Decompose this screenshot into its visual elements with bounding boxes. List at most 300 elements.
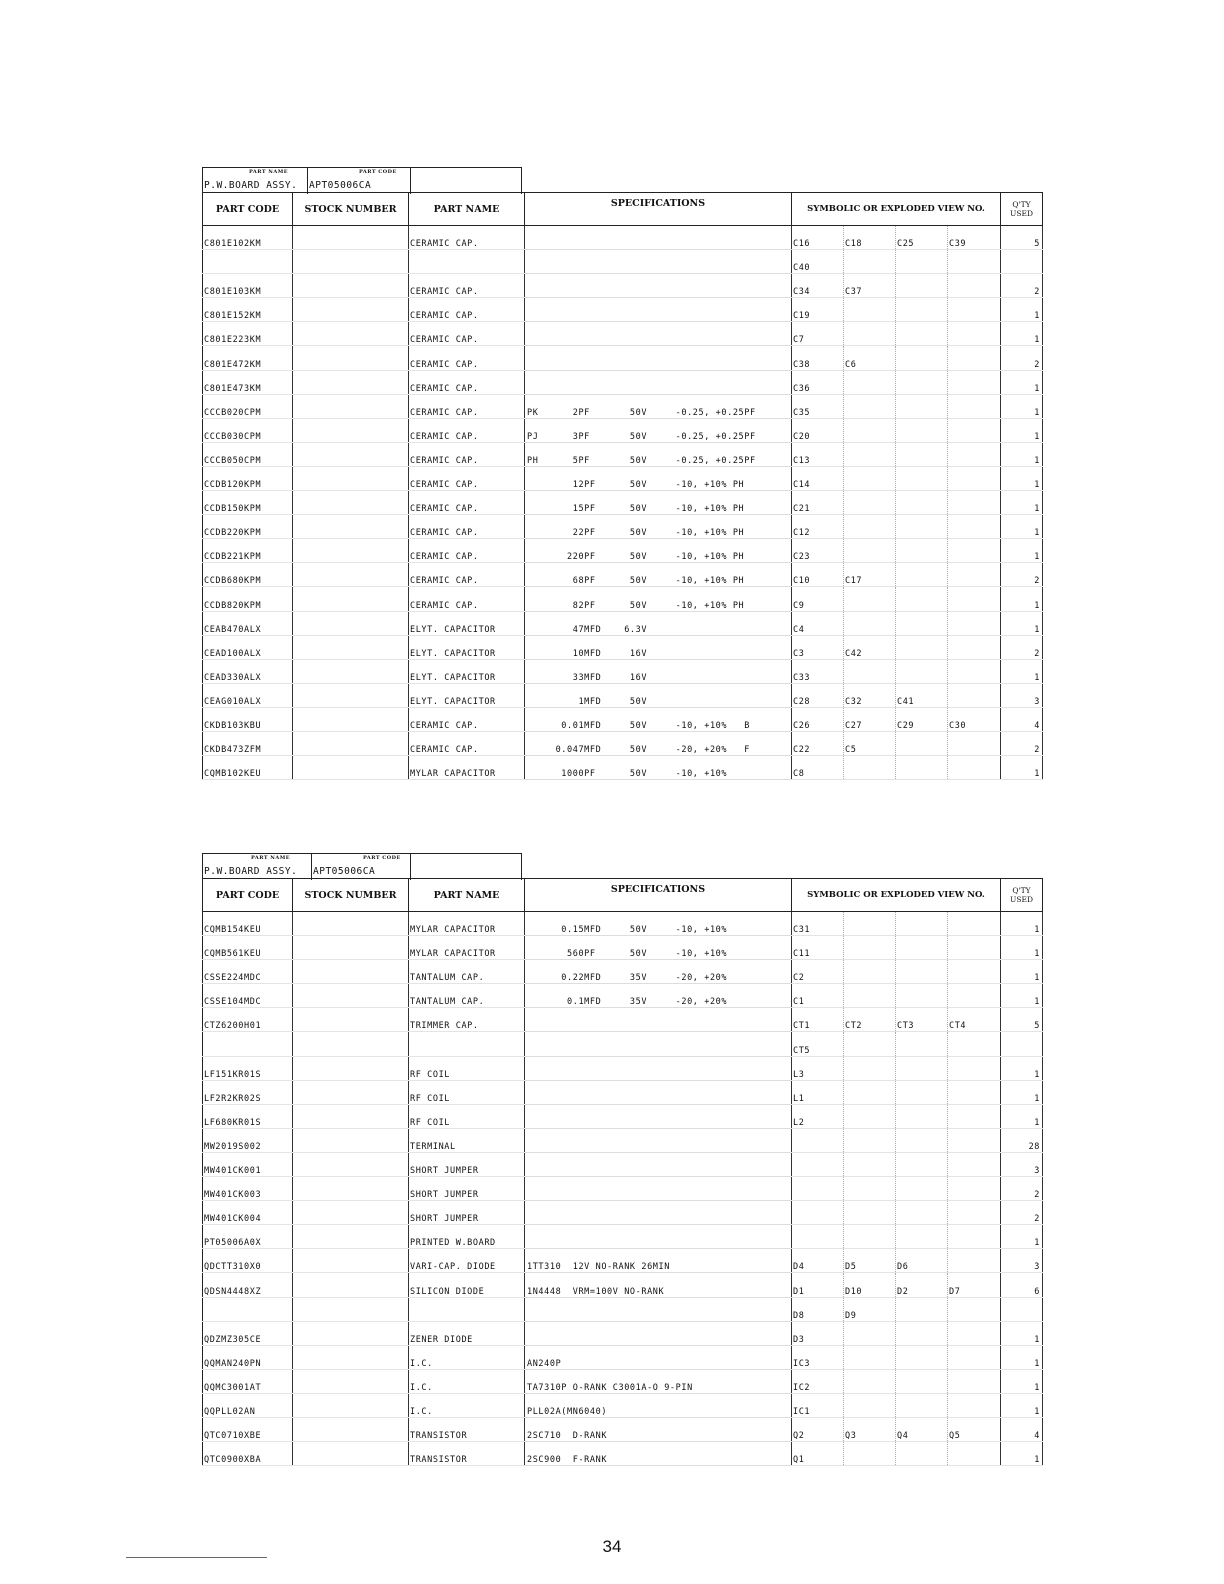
stock-number-cell: [293, 1080, 409, 1104]
assy-name: P.W.BOARD ASSY.: [204, 866, 298, 877]
symbol-ref: [948, 1346, 1000, 1369]
table-row: [203, 659, 1043, 683]
part-name-cell: RF COIL: [409, 1080, 525, 1104]
table-row: [203, 1273, 1043, 1297]
qty-cell: 6: [1001, 1273, 1043, 1297]
symbol-ref: [896, 912, 948, 935]
symbol-ref: [948, 1177, 1000, 1200]
stock-number-cell: [293, 1032, 409, 1056]
part-code-cell: CTZ6200H01: [203, 1008, 293, 1032]
part-code-label: PART CODE: [363, 855, 401, 861]
qty-cell: 2: [1001, 346, 1043, 370]
qty-cell: 1: [1001, 1080, 1043, 1104]
qty-cell: 4: [1001, 1417, 1043, 1441]
qty-cell: 1: [1001, 491, 1043, 515]
symbol-ref: Q3: [844, 1418, 896, 1441]
assy-code: APT05006CA: [309, 180, 372, 191]
qty-cell: 3: [1001, 1249, 1043, 1273]
symbol-cell: [792, 912, 1001, 936]
symbol-cell: [792, 1225, 1001, 1249]
symbol-cell: [792, 466, 1001, 490]
symbol-ref: C36: [792, 371, 844, 394]
qty-cell: [1001, 1032, 1043, 1056]
part-code-cell: [203, 1297, 293, 1321]
table-row: [203, 226, 1043, 250]
symbol-ref: [948, 1057, 1000, 1080]
symbol-ref: C28: [792, 684, 844, 707]
qty-cell: 1: [1001, 1442, 1043, 1466]
part-code-cell: [203, 1032, 293, 1056]
col-specifications: SPECIFICATIONS: [525, 879, 792, 912]
symbol-ref: [896, 491, 948, 514]
symbol-ref: [896, 756, 948, 779]
qty-cell: 1: [1001, 466, 1043, 490]
spec-cell: [525, 322, 792, 346]
symbol-ref: [896, 1201, 948, 1224]
symbol-cell: [792, 1128, 1001, 1152]
part-code-cell: C801E473KM: [203, 370, 293, 394]
spec-cell: 1N4448 VRM=100V NO-RANK: [525, 1273, 792, 1297]
symbol-ref: [948, 419, 1000, 442]
part-name-cell: I.C.: [409, 1345, 525, 1369]
qty-cell: 1: [1001, 1225, 1043, 1249]
symbol-ref: D5: [844, 1249, 896, 1272]
table-row: [203, 936, 1043, 960]
symbol-ref: [844, 1370, 896, 1393]
symbol-ref: [948, 515, 1000, 538]
spec-cell: [525, 274, 792, 298]
part-code-cell: MW401CK003: [203, 1177, 293, 1201]
part-code-cell: QTC0710XBE: [203, 1417, 293, 1441]
symbol-cell: [792, 1345, 1001, 1369]
stock-number-cell: [293, 659, 409, 683]
symbol-ref: [844, 491, 896, 514]
symbol-ref: [844, 1225, 896, 1248]
symbol-ref: [896, 346, 948, 369]
qty-cell: 1: [1001, 960, 1043, 984]
symbol-ref: C4: [792, 612, 844, 635]
spec-cell: [525, 1104, 792, 1128]
symbol-ref: [896, 395, 948, 418]
symbol-ref: IC2: [792, 1370, 844, 1393]
symbol-ref: [844, 1177, 896, 1200]
symbol-ref: [896, 636, 948, 659]
symbol-ref: [896, 1153, 948, 1176]
table-row: [203, 912, 1043, 936]
symbol-ref: C20: [792, 419, 844, 442]
symbol-ref: [896, 515, 948, 538]
part-name-cell: PRINTED W.BOARD: [409, 1225, 525, 1249]
part-name-cell: SILICON DIODE: [409, 1273, 525, 1297]
symbol-cell: [792, 1056, 1001, 1080]
symbol-ref: [896, 1394, 948, 1417]
stock-number-cell: [293, 394, 409, 418]
stock-number-cell: [293, 936, 409, 960]
part-code-cell: CCDB150KPM: [203, 491, 293, 515]
part-code-cell: CEAD330ALX: [203, 659, 293, 683]
stock-number-cell: [293, 1008, 409, 1032]
spec-cell: PK 2PF 50V -0.25, +0.25PF: [525, 394, 792, 418]
symbol-ref: [896, 443, 948, 466]
symbol-ref: [948, 1370, 1000, 1393]
stock-number-cell: [293, 466, 409, 490]
qty-cell: 1: [1001, 1369, 1043, 1393]
symbol-ref: C42: [844, 636, 896, 659]
spec-cell: 0.15MFD 50V -10, +10%: [525, 912, 792, 936]
table-row: [203, 1225, 1043, 1249]
part-name-cell: SHORT JUMPER: [409, 1177, 525, 1201]
qty-cell: 1: [1001, 984, 1043, 1008]
symbol-ref: C40: [792, 250, 844, 273]
symbol-ref: C8: [792, 756, 844, 779]
symbol-ref: [844, 250, 896, 273]
symbol-ref: C12: [792, 515, 844, 538]
symbol-ref: C29: [896, 708, 948, 731]
qty-cell: 1: [1001, 418, 1043, 442]
table-row: [203, 756, 1043, 780]
symbol-ref: Q1: [792, 1442, 844, 1465]
symbol-ref: [896, 984, 948, 1007]
spec-cell: 560PF 50V -10, +10%: [525, 936, 792, 960]
spec-cell: 2SC710 D-RANK: [525, 1417, 792, 1441]
parts-table: [202, 878, 1043, 1466]
symbol-ref: [948, 250, 1000, 273]
symbol-ref: [896, 1346, 948, 1369]
col-part-name: PART NAME: [409, 193, 525, 226]
symbol-ref: [896, 419, 948, 442]
stock-number-cell: [293, 1321, 409, 1345]
symbol-ref: [844, 660, 896, 683]
symbol-cell: [792, 1032, 1001, 1056]
symbol-ref: C23: [792, 539, 844, 562]
assy-header: [202, 167, 522, 194]
part-code-cell: LF151KR01S: [203, 1056, 293, 1080]
qty-cell: 1: [1001, 298, 1043, 322]
table-row: [203, 1442, 1043, 1466]
part-code-cell: QQMC3001AT: [203, 1369, 293, 1393]
stock-number-cell: [293, 1152, 409, 1176]
symbol-ref: [844, 1057, 896, 1080]
table-row: [203, 1321, 1043, 1345]
table-row: [203, 1177, 1043, 1201]
part-name-cell: CERAMIC CAP.: [409, 563, 525, 587]
qty-cell: 1: [1001, 370, 1043, 394]
symbol-ref: C10: [792, 563, 844, 586]
table-row: [203, 1032, 1043, 1056]
symbol-cell: [792, 1201, 1001, 1225]
spec-cell: 1MFD 50V: [525, 683, 792, 707]
stock-number-cell: [293, 960, 409, 984]
part-name-cell: TANTALUM CAP.: [409, 984, 525, 1008]
spec-cell: 10MFD 16V: [525, 635, 792, 659]
part-name-cell: I.C.: [409, 1393, 525, 1417]
part-name-cell: ELYT. CAPACITOR: [409, 611, 525, 635]
symbol-ref: [844, 395, 896, 418]
symbol-cell: [792, 563, 1001, 587]
symbol-ref: [844, 515, 896, 538]
symbol-cell: [792, 731, 1001, 755]
symbol-ref: [844, 912, 896, 935]
part-name-cell: TRIMMER CAP.: [409, 1008, 525, 1032]
stock-number-cell: [293, 274, 409, 298]
table-row: [203, 442, 1043, 466]
part-name-cell: TRANSISTOR: [409, 1442, 525, 1466]
col-qty: Q'TY USED: [1001, 879, 1043, 912]
symbol-cell: [792, 635, 1001, 659]
symbol-cell: [792, 1008, 1001, 1032]
symbol-ref: CT3: [896, 1008, 948, 1031]
table-row: [203, 250, 1043, 274]
table-row: [203, 1201, 1043, 1225]
part-code-cell: LF680KR01S: [203, 1104, 293, 1128]
symbol-cell: [792, 442, 1001, 466]
symbol-ref: IC3: [792, 1346, 844, 1369]
symbol-ref: C27: [844, 708, 896, 731]
symbol-cell: [792, 1417, 1001, 1441]
symbol-ref: C14: [792, 467, 844, 490]
col-specifications: SPECIFICATIONS: [525, 193, 792, 226]
symbol-cell: [792, 611, 1001, 635]
part-code-cell: CCCB020CPM: [203, 394, 293, 418]
symbol-ref: [948, 467, 1000, 490]
stock-number-cell: [293, 707, 409, 731]
part-name-cell: CERAMIC CAP.: [409, 274, 525, 298]
symbol-ref: C2: [792, 960, 844, 983]
symbol-ref: [844, 371, 896, 394]
symbol-ref: [792, 1225, 844, 1248]
qty-cell: 2: [1001, 1177, 1043, 1201]
symbol-ref: [844, 322, 896, 345]
symbol-cell: [792, 346, 1001, 370]
col-stock-number: STOCK NUMBER: [293, 879, 409, 912]
stock-number-cell: [293, 1369, 409, 1393]
part-name-cell: ELYT. CAPACITOR: [409, 635, 525, 659]
symbol-ref: [896, 250, 948, 273]
spec-cell: [525, 1032, 792, 1056]
spec-cell: 68PF 50V -10, +10% PH: [525, 563, 792, 587]
symbol-ref: [948, 960, 1000, 983]
col-qty: Q'TY USED: [1001, 193, 1043, 226]
stock-number-cell: [293, 683, 409, 707]
spec-cell: [525, 1177, 792, 1201]
part-name-cell: SHORT JUMPER: [409, 1201, 525, 1225]
spec-cell: [525, 1297, 792, 1321]
stock-number-cell: [293, 250, 409, 274]
symbol-ref: [896, 1057, 948, 1080]
stock-number-cell: [293, 635, 409, 659]
part-code-cell: QDCTT310X0: [203, 1249, 293, 1273]
part-name-cell: CERAMIC CAP.: [409, 539, 525, 563]
part-name-cell: [409, 1032, 525, 1056]
part-code-cell: LF2R2KR02S: [203, 1080, 293, 1104]
stock-number-cell: [293, 1128, 409, 1152]
qty-cell: 3: [1001, 1152, 1043, 1176]
part-code-cell: QDZMZ305CE: [203, 1321, 293, 1345]
symbol-cell: [792, 226, 1001, 250]
part-name-cell: CERAMIC CAP.: [409, 226, 525, 250]
symbol-ref: Q5: [949, 1431, 961, 1442]
qty-cell: 1: [1001, 1104, 1043, 1128]
part-code-cell: MW401CK001: [203, 1152, 293, 1176]
table-row: [203, 298, 1043, 322]
symbol-ref: [844, 1105, 896, 1128]
stock-number-cell: [293, 370, 409, 394]
symbol-ref: [844, 1322, 896, 1345]
symbol-ref: [948, 1201, 1000, 1224]
qty-cell: 5: [1001, 226, 1043, 250]
symbol-ref: [948, 1153, 1000, 1176]
symbol-ref: [948, 395, 1000, 418]
spec-cell: [525, 1321, 792, 1345]
spec-cell: [525, 1056, 792, 1080]
symbol-ref: [948, 1081, 1000, 1104]
stock-number-cell: [293, 1393, 409, 1417]
part-code-cell: CQMB561KEU: [203, 936, 293, 960]
symbol-ref: [844, 612, 896, 635]
symbol-ref: [948, 322, 1000, 345]
symbol-ref: [844, 1032, 896, 1055]
stock-number-cell: [293, 346, 409, 370]
part-name-cell: [409, 250, 525, 274]
qty-cell: 5: [1001, 1008, 1043, 1032]
symbol-ref: [896, 1298, 948, 1321]
part-name-cell: CERAMIC CAP.: [409, 322, 525, 346]
qty-cell: 3: [1001, 683, 1043, 707]
symbol-ref: [948, 756, 1000, 779]
part-name-cell: TERMINAL: [409, 1128, 525, 1152]
part-name-cell: CERAMIC CAP.: [409, 442, 525, 466]
symbol-ref: C11: [792, 936, 844, 959]
spec-cell: [525, 1225, 792, 1249]
spec-cell: [525, 370, 792, 394]
symbol-ref: [896, 1177, 948, 1200]
part-name-cell: ELYT. CAPACITOR: [409, 683, 525, 707]
part-code-cell: CEAD100ALX: [203, 635, 293, 659]
spec-cell: [525, 1201, 792, 1225]
qty-cell: 1: [1001, 394, 1043, 418]
part-name-cell: I.C.: [409, 1369, 525, 1393]
spec-cell: [525, 1080, 792, 1104]
symbol-cell: [792, 1152, 1001, 1176]
col-stock-number: STOCK NUMBER: [293, 193, 409, 226]
qty-cell: 1: [1001, 322, 1043, 346]
table-row: [203, 1369, 1043, 1393]
qty-cell: 1: [1001, 587, 1043, 611]
stock-number-cell: [293, 491, 409, 515]
symbol-ref: C30: [949, 720, 967, 731]
symbol-ref: D10: [844, 1273, 896, 1296]
footer-rule: [126, 1557, 267, 1558]
symbol-ref: [896, 467, 948, 490]
qty-cell: 2: [1001, 1201, 1043, 1225]
part-code-cell: CCDB120KPM: [203, 466, 293, 490]
symbol-ref: [948, 1442, 1000, 1465]
symbol-ref: [896, 322, 948, 345]
qty-cell: 1: [1001, 1056, 1043, 1080]
part-code-cell: CCDB680KPM: [203, 563, 293, 587]
part-name-cell: CERAMIC CAP.: [409, 418, 525, 442]
part-code-cell: CSSE224MDC: [203, 960, 293, 984]
table-row: [203, 1417, 1043, 1441]
symbol-ref: [844, 1442, 896, 1465]
symbol-cell: [792, 515, 1001, 539]
spec-cell: [525, 1152, 792, 1176]
col-part-code: PART CODE: [203, 193, 293, 226]
symbol-ref: [844, 1129, 896, 1152]
table-row: [203, 1104, 1043, 1128]
spec-cell: 0.047MFD 50V -20, +20% F: [525, 731, 792, 755]
symbol-cell: [792, 756, 1001, 780]
part-name-cell: SHORT JUMPER: [409, 1152, 525, 1176]
spec-cell: 22PF 50V -10, +10% PH: [525, 515, 792, 539]
symbol-cell: [792, 1273, 1001, 1297]
part-name-cell: CERAMIC CAP.: [409, 515, 525, 539]
symbol-ref: [844, 1081, 896, 1104]
symbol-ref: [896, 1322, 948, 1345]
symbol-ref: [948, 612, 1000, 635]
symbol-ref: D6: [896, 1249, 948, 1272]
qty-cell: 2: [1001, 731, 1043, 755]
symbol-ref: [896, 1105, 948, 1128]
symbol-ref: D4: [792, 1249, 844, 1272]
table-row: [203, 563, 1043, 587]
symbol-ref: C17: [844, 563, 896, 586]
part-name-cell: CERAMIC CAP.: [409, 346, 525, 370]
symbol-ref: [896, 298, 948, 321]
symbol-ref: [844, 298, 896, 321]
table-row: [203, 683, 1043, 707]
symbol-ref: [844, 587, 896, 610]
symbol-ref: [948, 298, 1000, 321]
spec-cell: 220PF 50V -10, +10% PH: [525, 539, 792, 563]
symbol-ref: [896, 1032, 948, 1055]
symbol-cell: [792, 1442, 1001, 1466]
symbol-ref: C33: [792, 660, 844, 683]
table-row: [203, 370, 1043, 394]
table-row: [203, 1249, 1043, 1273]
symbol-ref: D1: [792, 1273, 844, 1296]
spec-cell: 0.1MFD 35V -20, +20%: [525, 984, 792, 1008]
part-name-cell: CERAMIC CAP.: [409, 370, 525, 394]
symbol-ref: [896, 563, 948, 586]
spec-cell: 2SC900 F-RANK: [525, 1442, 792, 1466]
symbol-cell: [792, 298, 1001, 322]
symbol-ref: C41: [896, 684, 948, 707]
stock-number-cell: [293, 1442, 409, 1466]
symbol-ref: C35: [792, 395, 844, 418]
table-row: [203, 515, 1043, 539]
stock-number-cell: [293, 1201, 409, 1225]
symbol-cell: [792, 1080, 1001, 1104]
part-code-cell: PT05006A0X: [203, 1225, 293, 1249]
table-row: [203, 1393, 1043, 1417]
spec-cell: [525, 1128, 792, 1152]
col-symbolic: SYMBOLIC OR EXPLODED VIEW NO.: [792, 193, 1001, 226]
symbol-cell: [792, 1393, 1001, 1417]
symbol-ref: [948, 1394, 1000, 1417]
symbol-ref: D7: [949, 1286, 961, 1297]
part-code-cell: CCDB220KPM: [203, 515, 293, 539]
part-code-cell: CKDB103KBU: [203, 707, 293, 731]
symbol-ref: [844, 1394, 896, 1417]
part-code-cell: CCDB221KPM: [203, 539, 293, 563]
table-row: [203, 984, 1043, 1008]
symbol-ref: C37: [844, 274, 896, 297]
spec-cell: [525, 1008, 792, 1032]
symbol-ref: [948, 1225, 1000, 1248]
col-symbolic: SYMBOLIC OR EXPLODED VIEW NO.: [792, 879, 1001, 912]
part-name-cell: CERAMIC CAP.: [409, 466, 525, 490]
